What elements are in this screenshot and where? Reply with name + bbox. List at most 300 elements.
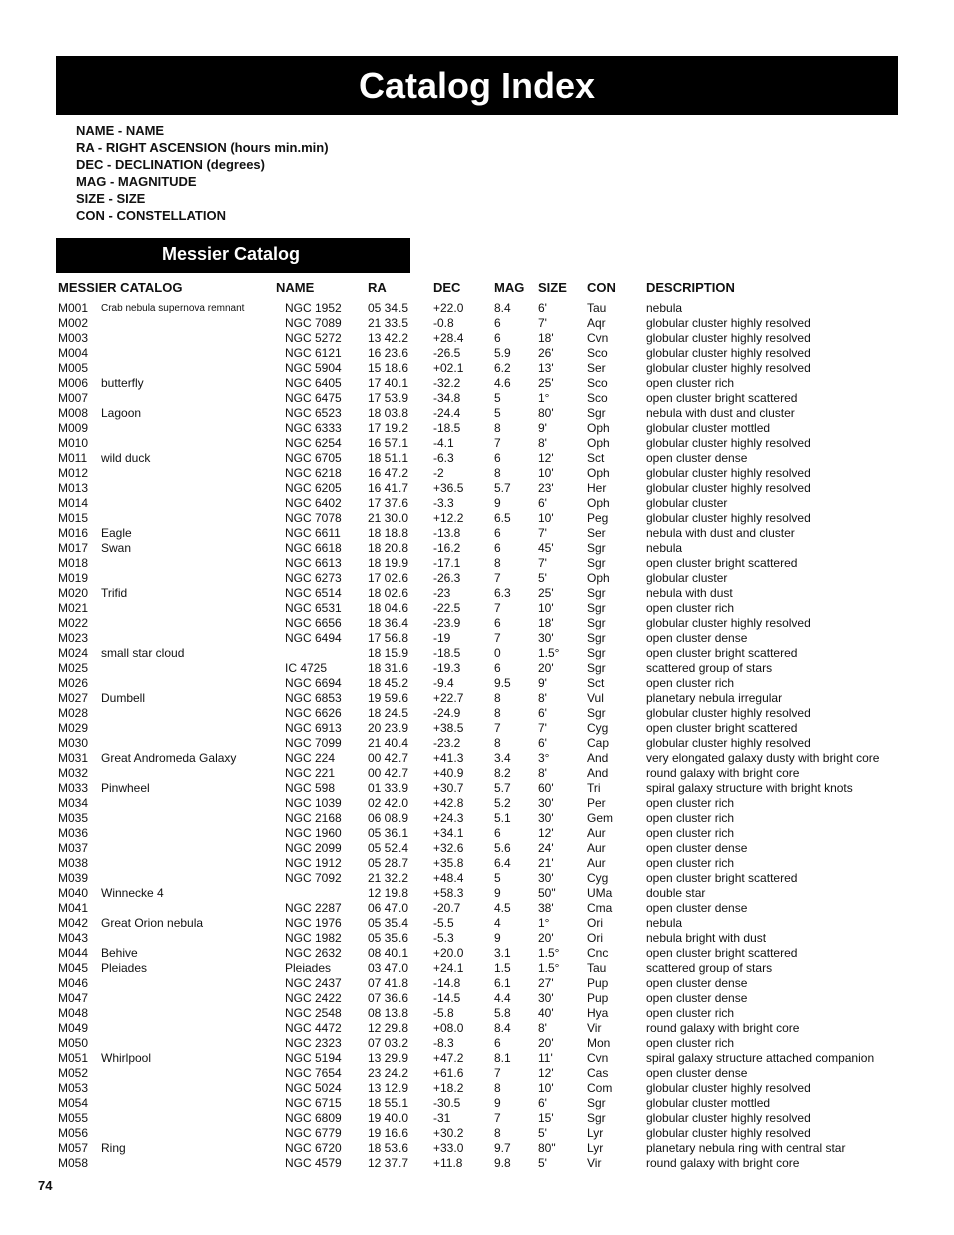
mag-value: 6 [494,826,501,840]
dec-value: +30.2 [433,1126,464,1140]
ngc-name: NGC 4472 [285,1021,342,1035]
ra-value: 18 02.6 [368,586,409,600]
dec-value: +18.2 [433,1081,464,1095]
mag-value: 8.4 [494,301,511,315]
dec-value: -23.2 [433,736,461,750]
mag-value: 6.4 [494,856,511,870]
dec-value: -17.1 [433,556,461,570]
description: globular cluster highly resolved [646,331,811,345]
ngc-name: NGC 1982 [285,931,342,945]
dec-value: -34.8 [433,391,461,405]
description: globular cluster highly resolved [646,616,811,630]
constellation: Ori [587,931,603,945]
messier-id: M013 [58,481,89,495]
ra-value: 12 29.8 [368,1021,409,1035]
messier-id: M003 [58,331,89,345]
dec-value: +28.4 [433,331,464,345]
dec-value: +35.8 [433,856,464,870]
header-dec: DEC [433,280,461,295]
description: open cluster dense [646,991,748,1005]
ngc-name: NGC 6333 [285,421,342,435]
ra-value: 12 37.7 [368,1156,409,1170]
mag-value: 7 [494,1111,501,1125]
mag-value: 4 [494,916,501,930]
messier-id: M001 [58,301,89,315]
mag-value: 7 [494,436,501,450]
dec-value: +24.3 [433,811,464,825]
ra-value: 21 33.5 [368,316,409,330]
messier-id: M023 [58,631,89,645]
dec-value: +22.7 [433,691,464,705]
messier-id: M026 [58,676,89,690]
messier-id: M055 [58,1111,89,1125]
messier-id: M025 [58,661,89,675]
description: open cluster dense [646,631,748,645]
size-value: 9' [538,421,547,435]
table-row [0,331,954,346]
ra-value: 17 40.1 [368,376,409,390]
ra-value: 13 42.2 [368,331,409,345]
size-value: 21' [538,856,554,870]
common-name: Ring [101,1141,126,1155]
description: globular cluster [646,496,728,510]
ra-value: 18 20.8 [368,541,409,555]
mag-value: 5.2 [494,796,511,810]
messier-id: M036 [58,826,89,840]
table-row [0,1111,954,1126]
ra-value: 18 36.4 [368,616,409,630]
messier-table [0,301,954,1171]
constellation: Cnc [587,946,609,960]
ra-value: 07 03.2 [368,1036,409,1050]
size-value: 8' [538,766,547,780]
legend-item: NAME - NAME [76,123,165,138]
constellation: Vir [587,1021,602,1035]
constellation: Sgr [587,706,606,720]
dec-value: -19.3 [433,661,461,675]
ngc-name: NGC 7099 [285,736,342,750]
ngc-name: NGC 6205 [285,481,342,495]
description: round galaxy with bright core [646,1021,800,1035]
mag-value: 3.4 [494,751,511,765]
ngc-name: NGC 6514 [285,586,342,600]
messier-id: M031 [58,751,89,765]
messier-id: M027 [58,691,89,705]
size-value: 24' [538,841,554,855]
table-row [0,1156,954,1171]
description: nebula with dust and cluster [646,526,795,540]
dec-value: -14.8 [433,976,461,990]
messier-id: M035 [58,811,89,825]
description: nebula [646,916,683,930]
size-value: 23' [538,481,554,495]
ngc-name: NGC 6405 [285,376,342,390]
ngc-name: NGC 6218 [285,466,342,480]
table-row [0,571,954,586]
mag-value: 0 [494,646,501,660]
dec-value: +36.5 [433,481,464,495]
description: scattered group of stars [646,661,773,675]
mag-value: 8 [494,556,501,570]
ra-value: 07 36.6 [368,991,409,1005]
size-value: 7' [538,721,547,735]
table-row [0,811,954,826]
ngc-name: NGC 6531 [285,601,342,615]
ngc-name: NGC 6618 [285,541,342,555]
ngc-name: NGC 6720 [285,1141,342,1155]
description: scattered group of stars [646,961,773,975]
common-name: Great Orion nebula [101,916,204,930]
constellation: Tri [587,781,601,795]
description: open cluster dense [646,451,748,465]
ngc-name: NGC 7092 [285,871,342,885]
messier-id: M056 [58,1126,89,1140]
table-row [0,916,954,931]
table-row [0,511,954,526]
mag-value: 5.1 [494,811,511,825]
dec-value: +47.2 [433,1051,464,1065]
messier-id: M020 [58,586,89,600]
ra-value: 12 19.8 [368,886,409,900]
constellation: Cap [587,736,610,750]
mag-value: 9 [494,496,501,510]
ra-value: 19 16.6 [368,1126,409,1140]
description: globular cluster highly resolved [646,361,811,375]
ngc-name: NGC 2548 [285,1006,342,1020]
description: nebula [646,301,683,315]
dec-value: -23 [433,586,451,600]
constellation: Sgr [587,1111,606,1125]
dec-value: +48.4 [433,871,464,885]
constellation: Ori [587,916,603,930]
table-row [0,901,954,916]
messier-id: M050 [58,1036,89,1050]
description: globular cluster highly resolved [646,736,811,750]
constellation: Hya [587,1006,609,1020]
ra-value: 23 24.2 [368,1066,409,1080]
common-name: Pleiades [101,961,148,975]
size-value: 30' [538,991,554,1005]
ngc-name: NGC 1912 [285,856,342,870]
mag-value: 7 [494,571,501,585]
dec-value: -31 [433,1111,451,1125]
messier-id: M010 [58,436,89,450]
dec-value: -5.8 [433,1006,454,1020]
ra-value: 18 53.6 [368,1141,409,1155]
messier-id: M041 [58,901,89,915]
description: open cluster rich [646,1006,735,1020]
size-value: 6' [538,301,547,315]
ngc-name: NGC 5904 [285,361,342,375]
table-row [0,931,954,946]
messier-id: M012 [58,466,89,480]
constellation: Ser [587,526,606,540]
dec-value: -30.5 [433,1096,461,1110]
description: globular cluster [646,571,728,585]
constellation: Lyr [587,1141,604,1155]
dec-value: -26.3 [433,571,461,585]
mag-value: 5.8 [494,1006,511,1020]
ngc-name: NGC 7654 [285,1066,342,1080]
ngc-name: NGC 6626 [285,706,342,720]
mag-value: 8 [494,706,501,720]
description: open cluster bright scattered [646,721,798,735]
dec-value: -18.5 [433,421,461,435]
ra-value: 01 33.9 [368,781,409,795]
constellation: Per [587,796,606,810]
size-value: 1.5° [538,961,560,975]
messier-id: M030 [58,736,89,750]
ngc-name: NGC 5024 [285,1081,342,1095]
description: open cluster rich [646,376,735,390]
common-name: Winnecke 4 [101,886,164,900]
ngc-name: NGC 5194 [285,1051,342,1065]
size-value: 18' [538,616,554,630]
size-value: 25' [538,376,554,390]
table-row [0,376,954,391]
ra-value: 08 40.1 [368,946,409,960]
table-row [0,1081,954,1096]
ra-value: 18 18.8 [368,526,409,540]
header-description: DESCRIPTION [646,280,735,295]
dec-value: -5.3 [433,931,454,945]
constellation: Oph [587,466,610,480]
table-row [0,1006,954,1021]
dec-value: -4.1 [433,436,454,450]
legend-item: MAG - MAGNITUDE [76,174,197,189]
size-value: 30' [538,796,554,810]
constellation: Sgr [587,1096,606,1110]
ngc-name: NGC 6809 [285,1111,342,1125]
table-row [0,616,954,631]
ngc-name: NGC 5272 [285,331,342,345]
ra-value: 05 34.5 [368,301,409,315]
common-name: small star cloud [101,646,185,660]
messier-id: M008 [58,406,89,420]
size-value: 15' [538,1111,554,1125]
ngc-name: NGC 7089 [285,316,342,330]
description: spiral galaxy structure with bright knots [646,781,853,795]
constellation: Lyr [587,1126,604,1140]
constellation: Aur [587,841,606,855]
mag-value: 6 [494,526,501,540]
ra-value: 17 02.6 [368,571,409,585]
messier-id: M047 [58,991,89,1005]
description: open cluster rich [646,811,735,825]
dec-value: -3.3 [433,496,454,510]
size-value: 10' [538,466,554,480]
size-value: 20' [538,1036,554,1050]
ra-value: 20 23.9 [368,721,409,735]
ra-value: 17 53.9 [368,391,409,405]
description: nebula with dust and cluster [646,406,795,420]
description: open cluster bright scattered [646,946,798,960]
size-value: 8' [538,436,547,450]
ngc-name: NGC 6254 [285,436,342,450]
constellation: Peg [587,511,609,525]
constellation: Cma [587,901,613,915]
page-number: 74 [38,1178,53,1193]
table-row [0,451,954,466]
dec-value: -8.3 [433,1036,454,1050]
common-name: Trifid [101,586,128,600]
table-row [0,316,954,331]
dec-value: -2 [433,466,444,480]
common-name: Whirlpool [101,1051,152,1065]
dec-value: +12.2 [433,511,464,525]
table-row [0,1021,954,1036]
mag-value: 5.7 [494,781,511,795]
dec-value: +38.5 [433,721,464,735]
description: open cluster rich [646,676,735,690]
common-name: Eagle [101,526,132,540]
description: open cluster rich [646,856,735,870]
mag-value: 8 [494,736,501,750]
ngc-name: NGC 6613 [285,556,342,570]
mag-value: 9 [494,931,501,945]
mag-value: 6 [494,331,501,345]
size-value: 12' [538,451,554,465]
dec-value: +40.9 [433,766,464,780]
description: open cluster bright scattered [646,646,798,660]
table-row [0,496,954,511]
section-banner [56,238,410,273]
dec-value: -9.4 [433,676,454,690]
messier-id: M004 [58,346,89,360]
ra-value: 16 41.7 [368,481,409,495]
description: nebula with dust [646,586,733,600]
common-name: Crab nebula supernova remnant [101,303,245,314]
mag-value: 6 [494,1036,501,1050]
description: open cluster dense [646,841,748,855]
messier-id: M043 [58,931,89,945]
table-row [0,391,954,406]
table-row [0,1066,954,1081]
size-value: 8' [538,1021,547,1035]
ra-value: 02 42.0 [368,796,409,810]
description: open cluster dense [646,1066,748,1080]
constellation: Sco [587,391,608,405]
mag-value: 6.2 [494,361,511,375]
mag-value: 8 [494,691,501,705]
dec-value: -16.2 [433,541,461,555]
table-row [0,1141,954,1156]
mag-value: 6 [494,661,501,675]
dec-value: -24.4 [433,406,461,420]
constellation: Sgr [587,406,606,420]
mag-value: 4.6 [494,376,511,390]
ra-value: 08 13.8 [368,1006,409,1020]
ra-value: 05 28.7 [368,856,409,870]
mag-value: 8.4 [494,1021,511,1035]
size-value: 11' [538,1051,553,1065]
messier-id: M045 [58,961,89,975]
mag-value: 6.5 [494,511,511,525]
mag-value: 9.7 [494,1141,511,1155]
dec-value: +22.0 [433,301,464,315]
messier-id: M058 [58,1156,89,1170]
table-row [0,766,954,781]
ngc-name: NGC 2323 [285,1036,342,1050]
messier-id: M052 [58,1066,89,1080]
dec-value: +11.8 [433,1156,463,1170]
messier-id: M005 [58,361,89,375]
description: globular cluster highly resolved [646,706,811,720]
messier-id: M018 [58,556,89,570]
ngc-name: NGC 7078 [285,511,342,525]
dec-value: +20.0 [433,946,464,960]
ra-value: 19 59.6 [368,691,409,705]
messier-id: M007 [58,391,89,405]
ra-value: 21 32.2 [368,871,409,885]
description: open cluster rich [646,796,735,810]
ra-value: 18 19.9 [368,556,409,570]
ra-value: 03 47.0 [368,961,409,975]
ngc-name: IC 4725 [285,661,328,675]
table-row [0,946,954,961]
table-row [0,691,954,706]
header-size: SIZE [538,280,567,295]
mag-value: 9 [494,1096,501,1110]
description: globular cluster highly resolved [646,466,811,480]
dec-value: -22.5 [433,601,461,615]
description: open cluster bright scattered [646,871,798,885]
table-row [0,736,954,751]
table-row [0,481,954,496]
table-row [0,346,954,361]
legend-item: SIZE - SIZE [76,191,146,206]
size-value: 10' [538,601,554,615]
common-name: butterfly [101,376,144,390]
table-row [0,661,954,676]
size-value: 6' [538,1096,547,1110]
messier-id: M009 [58,421,89,435]
constellation: Sco [587,376,608,390]
dec-value: +58.3 [433,886,464,900]
messier-id: M014 [58,496,89,510]
mag-value: 8 [494,1126,501,1140]
constellation: Sgr [587,646,606,660]
description: globular cluster highly resolved [646,1111,811,1125]
legend-item: DEC - DECLINATION (degrees) [76,157,265,172]
messier-id: M054 [58,1096,89,1110]
ngc-name: NGC 6853 [285,691,342,705]
constellation: Tau [587,301,607,315]
constellation: Sgr [587,601,606,615]
table-row [0,991,954,1006]
ra-value: 05 52.4 [368,841,409,855]
ngc-name: NGC 4579 [285,1156,342,1170]
mag-value: 6 [494,616,501,630]
table-row [0,556,954,571]
common-name: Great Andromeda Galaxy [101,751,237,765]
ra-value: 18 15.9 [368,646,409,660]
messier-id: M042 [58,916,89,930]
table-row [0,721,954,736]
size-value: 5' [538,1126,547,1140]
header-name: NAME [276,280,315,295]
mag-value: 8 [494,421,501,435]
size-value: 80" [538,1141,556,1155]
constellation: Pup [587,976,609,990]
ra-value: 13 12.9 [368,1081,409,1095]
size-value: 1° [538,916,550,930]
description: round galaxy with bright core [646,766,800,780]
mag-value: 5 [494,406,501,420]
constellation: Cas [587,1066,609,1080]
description: globular cluster highly resolved [646,511,811,525]
constellation: And [587,751,609,765]
